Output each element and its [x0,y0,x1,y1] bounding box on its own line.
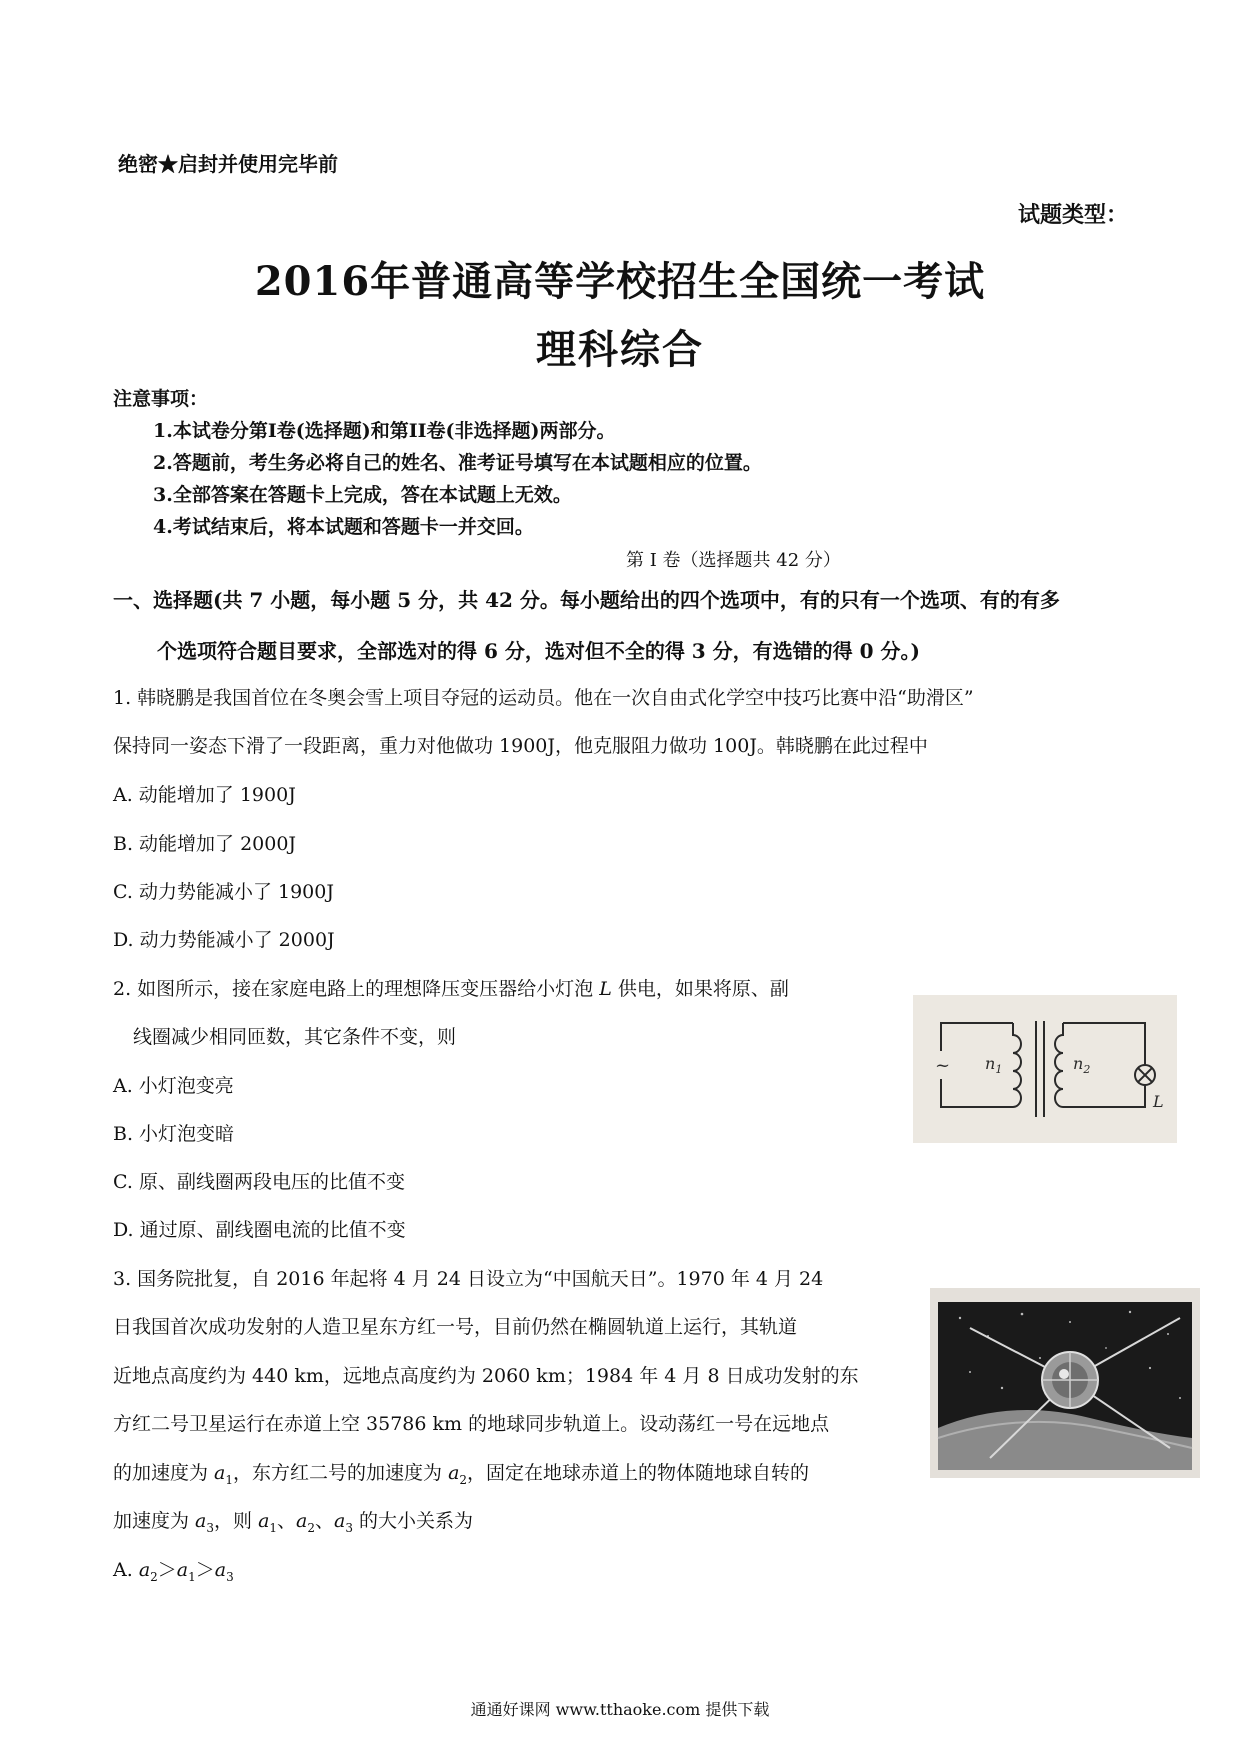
secondary-turns-subscript: 2 [1083,1063,1091,1076]
primary-turns-label [985,1054,1002,1076]
var-a: a [214,1462,226,1484]
question-3-option-a [113,1555,234,1584]
var-a: a [448,1462,460,1484]
notice-item: 2.答题前，考生务必将自己的姓名、准考证号填写在本试题相应的位置。 [153,452,762,474]
sub: 2 [307,1520,316,1535]
q3-text-segment: ，固定在地球赤道上的物体随地球自转的 [467,1462,810,1484]
sub: 1 [269,1520,278,1535]
question-1-option-b: B. 动能增加了 2000J [113,833,297,855]
sub: 2 [459,1472,468,1487]
section-heading: 一、选择题(共 7 小题，每小题 5 分，共 42 分。每小题给出的四个选项中，有的只有一个选项、有的有多 [113,588,1060,612]
secondary-turns-label [1073,1054,1090,1076]
confidential-label: 绝密★启封并使用完毕前 [118,152,338,176]
question-3-text-3: 近地点高度约为 440 km，远地点高度约为 2060 km；1984 年 4 月 8 日成功发射的东 [113,1365,859,1387]
exam-title: 2016年普通高等学校招生全国统一考试 [254,258,986,305]
sub: 1 [225,1472,234,1487]
transformer-circuit-diagram [913,995,1177,1143]
satellite-photo [930,1288,1200,1478]
question-1-option-d: D. 动力势能减小了 2000J [113,929,335,951]
q3-text-segment: 、 [277,1510,297,1532]
question-3-text: 3. 国务院批复，自 2016 年起将 4 月 24 日设立为“中国航天日”。1970 年 4 月 24 [113,1268,824,1290]
transformer-circuit-figure [913,995,1177,1143]
notice-heading: 注意事项： [113,388,209,410]
var-a: a [296,1510,308,1532]
ac-source-symbol: ~ [935,1055,951,1076]
sub: 3 [345,1520,353,1535]
question-2-option-c: C. 原、副线圈两段电压的比值不变 [113,1171,405,1193]
q3-text-segment: 加速度为 [113,1510,196,1532]
q3-text-segment: ，东方红二号的加速度为 [233,1462,449,1484]
question-2-text [113,974,789,1001]
var-a: a [138,1559,151,1581]
satellite-photo-image [930,1288,1200,1478]
notice-item: 1.本试卷分第I卷(选择题)和第II卷(非选择题)两部分。 [153,420,616,442]
sub: 3 [206,1520,215,1535]
question-1-text-cont: 保持同一姿态下滑了一段距离，重力对他做功 1900J，他克服阻力做功 100J。韩晓鹏在此过程中 [113,735,928,757]
question-3-text-2: 日我国首次成功发射的人造卫星东方红一号，目前仍然在椭圆轨道上运行，其轨道 [113,1316,798,1338]
section-heading-cont: 个选项符合题目要求，全部选对的得 6 分，选对但不全的得 3 分，有选错的得 0 分。) [157,639,920,663]
option-label: A. [113,1559,139,1581]
notice-item: 3.全部答案在答题卡上完成，答在本试题上无效。 [153,484,572,506]
exam-subject: 理科综合 [536,326,704,373]
volume-label: 第 I 卷（选择题共 42 分） [626,550,841,571]
relation: ＞ [195,1559,215,1581]
notice-item: 4.考试结束后，将本试题和答题卡一并交回。 [153,516,534,538]
sub: 2 [150,1569,158,1584]
var-a: a [334,1510,346,1532]
question-2-text-a: 2. 如图所示，接在家庭电路上的理想降压变压器给小灯泡 [113,978,600,1000]
primary-turns-subscript: 1 [995,1063,1003,1076]
var-a: a [214,1559,227,1581]
question-1-text: 1. 韩晓鹏是我国首位在冬奥会雪上项目夺冠的运动员。他在一次自由式化学空中技巧比赛中沿“助滑区” [113,687,974,709]
relation: ＞ [157,1559,177,1581]
question-2-text-cont: 线圈减少相同匝数，其它条件不变，则 [133,1026,457,1048]
question-3-text-6 [113,1506,473,1535]
sub: 3 [226,1569,234,1584]
question-2-option-a: A. 小灯泡变亮 [113,1075,234,1097]
lamp-symbol: L [599,978,612,1000]
lamp-label: L [1153,1092,1164,1111]
q3-text-segment: 的加速度为 [113,1462,215,1484]
q3-text-segment: 、 [315,1510,335,1532]
var-a: a [195,1510,207,1532]
question-1-option-a: A. 动能增加了 1900J [113,784,296,806]
question-2-option-b: B. 小灯泡变暗 [113,1123,235,1145]
secondary-turns-symbol: n [1073,1054,1084,1073]
question-2-option-d: D. 通过原、副线圈电流的比值不变 [113,1219,406,1241]
question-type-label: 试题类型： [1018,202,1129,228]
question-3-text-4: 方红二号卫星运行在赤道上空 35786 km 的地球同步轨道上。设动荡红一号在远地点 [113,1413,830,1435]
question-3-text-5 [113,1458,809,1487]
q3-text-segment: ，则 [214,1510,259,1532]
sub: 1 [188,1569,196,1584]
question-1-option-c: C. 动力势能减小了 1900J [113,881,334,903]
footer-credit: 通通好课网 www.tthaoke.com 提供下载 [470,1700,770,1719]
question-2-text-b: 供电，如果将原、副 [611,978,789,1000]
var-a: a [258,1510,270,1532]
q3-text-segment: 的大小关系为 [353,1510,474,1532]
primary-turns-symbol: n [985,1054,996,1073]
var-a: a [176,1559,189,1581]
